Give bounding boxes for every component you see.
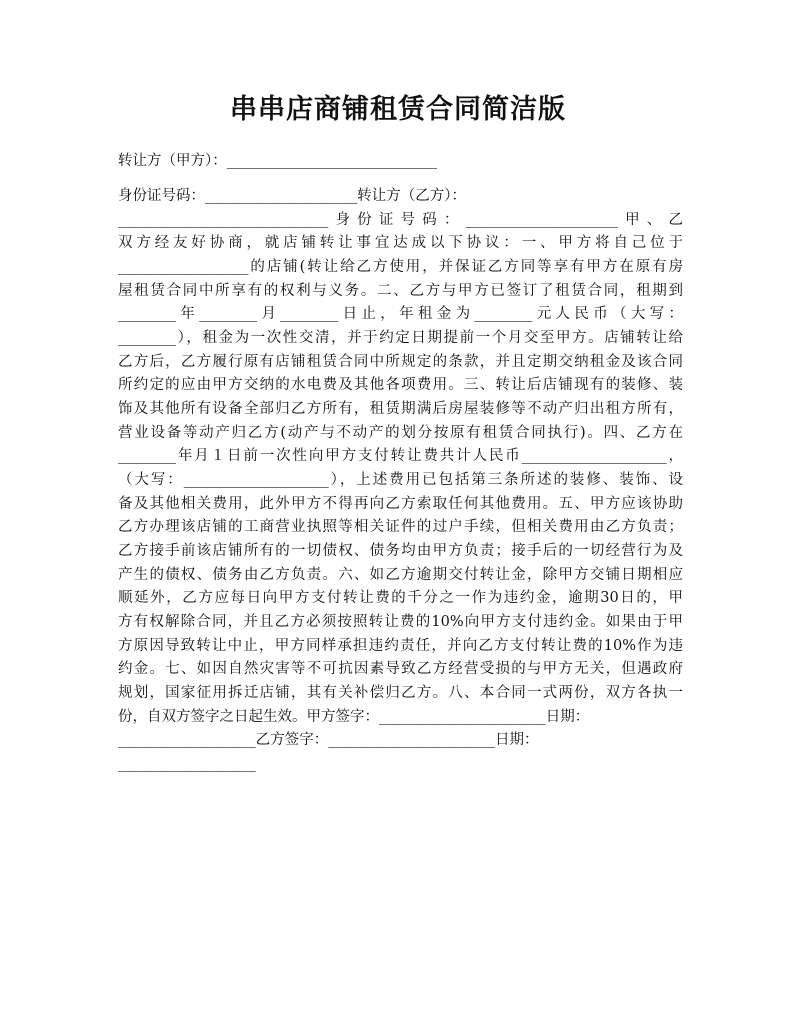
line-clause-5: 备及其他相关费用，此外甲方不得再向乙方索取任何其他费用。五、甲方应该协助 xyxy=(118,496,683,512)
line-clause-4-fee: ________年月１日前一次性向甲方支付转让费共计人民币____________________， xyxy=(118,448,683,464)
line-transferor-a: 转让方（甲方）：_____________________________ xyxy=(118,153,437,169)
line-agreement-intro: 双方经友好协商，就店铺转让事宜达成以下协议：一、甲方将自己位于 xyxy=(118,235,683,251)
document-title: 串串店商铺租赁合同简洁版 xyxy=(230,94,566,125)
line-clause-5-debts: 乙方接手前该店铺所有的一切债权、债务均由甲方负责；接手后的一切经营行为及 xyxy=(118,543,683,559)
line-id-transferor-b: 身份证号码：_____________________转让方（乙方）： xyxy=(118,188,466,204)
line-clause-6: 产生的债权、债务由乙方负责。六、如乙方逾期交付转让金，除甲方交铺日期相应 xyxy=(118,567,683,583)
line-clause-2-rent: ________），租金为一次性交清，并于约定日期提前一个月交至甲方。店铺转让给 xyxy=(118,330,683,346)
line-id-ab: _____________________________身份证号码：_____________________甲、乙 xyxy=(118,212,683,228)
line-clause-1-cont: 屋租赁合同中所享有的权利与义务。二、乙方与甲方已签订了租赁合同，租期到 xyxy=(118,283,683,299)
line-clause-2-cont: 乙方后，乙方履行原有店铺租赁合同中所规定的条款，并且定期交纳租金及该合同 xyxy=(118,354,683,370)
line-signature-b: ___________________乙方签字：_______________________日期： xyxy=(118,732,539,748)
line-clause-8: 规划，国家征用拆迁店铺，其有关补偿归乙方。八、本合同一式两份，双方各执一 xyxy=(118,685,683,701)
line-clause-6-a-default: 方原因导致转让中止，甲方同样承担违约责任，并向乙方支付转让费的10%作为违 xyxy=(118,638,683,654)
line-clause-3: 所约定的应由甲方交纳的水电费及其他各项费用。三、转让后店铺现有的装修、装 xyxy=(118,377,683,393)
line-clause-4-capital: （大写：____________________），上述费用已包括第三条所述的装修、装饰、设 xyxy=(118,472,683,488)
line-clause-5-cont: 乙方办理该店铺的工商营业执照等相关证件的过户手续，但相关费用由乙方负责； xyxy=(118,519,683,535)
line-clause-6-cont: 方有权解除合同，并且乙方必须按照转让费的10%向甲方支付违约金。如果由于甲 xyxy=(118,614,683,630)
line-signature-a: 份，自双方签字之日起生效。甲方签字：_______________________日期： xyxy=(118,709,590,725)
line-clause-2-term: ________年________月________日止，年租金为________元人民币（大写： xyxy=(118,306,683,322)
line-clause-4: 营业设备等动产归乙方(动产与不动产的划分按原有租赁合同执行)。四、乙方在 xyxy=(118,425,683,441)
line-clause-1: __________________的店铺(转让给乙方使用，并保证乙方同等享有甲方在原有房 xyxy=(118,259,683,275)
line-clause-7: 约金。七、如因自然灾害等不可抗因素导致乙方经营受损的与甲方无关，但遇政府 xyxy=(118,661,683,677)
line-date-b: ___________________ xyxy=(118,756,256,772)
line-clause-6-penalty: 顺延外，乙方应每日向甲方支付转让费的千分之一作为违约金，逾期30日的，甲 xyxy=(118,590,683,606)
line-clause-3-cont: 饰及其他所有设备全部归乙方所有，租赁期满后房屋装修等不动产归出租方所有， xyxy=(118,401,683,417)
